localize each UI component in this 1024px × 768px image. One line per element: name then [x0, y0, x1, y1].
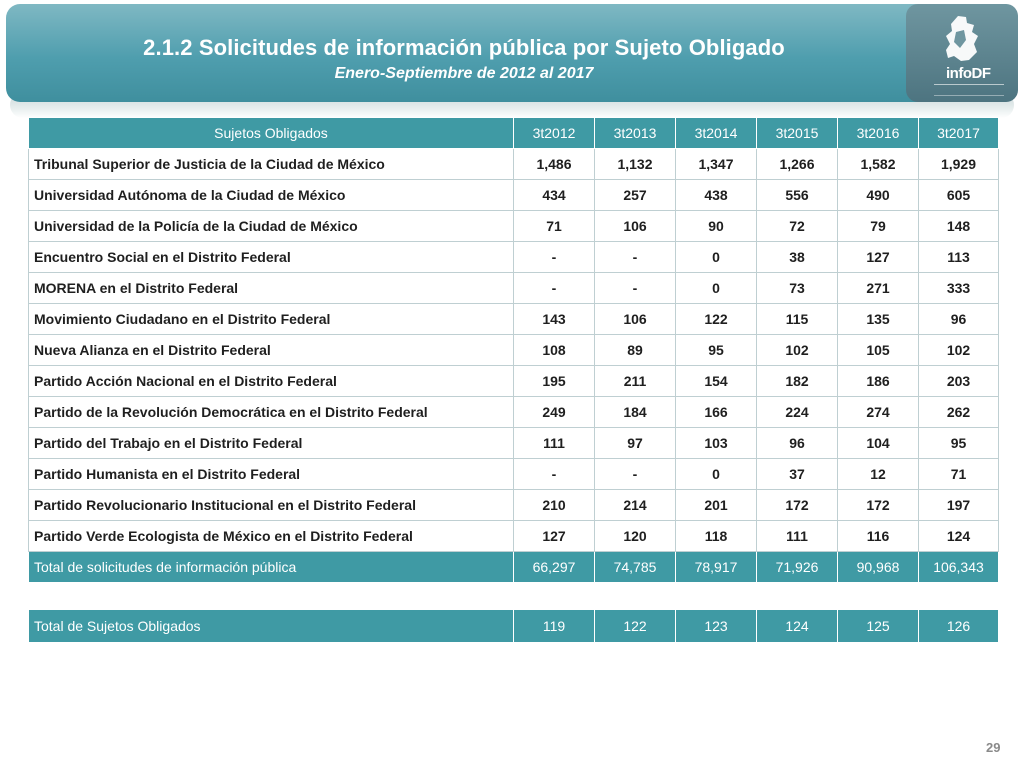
row-value: 154	[676, 366, 757, 397]
total-obligados-value: 126	[919, 610, 999, 643]
row-value: 104	[838, 428, 919, 459]
row-value: 127	[838, 242, 919, 273]
row-name: Partido de la Revolución Democrática en el Distrito Federal	[29, 397, 514, 428]
row-value: 203	[919, 366, 999, 397]
col-header-3t2017: 3t2017	[919, 118, 999, 149]
col-header-3t2013: 3t2013	[595, 118, 676, 149]
row-value: 1,486	[514, 149, 595, 180]
row-value: 113	[919, 242, 999, 273]
row-value: -	[514, 242, 595, 273]
table-header-row	[29, 118, 999, 149]
row-value: 102	[757, 335, 838, 366]
row-value: 605	[919, 180, 999, 211]
table-row	[29, 428, 999, 459]
row-name: Tribunal Superior de Justicia de la Ciudad de México	[29, 149, 514, 180]
logo-caption-lines	[934, 84, 1004, 96]
row-value: 127	[514, 521, 595, 552]
row-value: 105	[838, 335, 919, 366]
row-value: 172	[838, 490, 919, 521]
row-value: 1,132	[595, 149, 676, 180]
row-name: Encuentro Social en el Distrito Federal	[29, 242, 514, 273]
total-obligados-value: 119	[514, 610, 595, 643]
table-row	[29, 149, 999, 180]
total-requests-value: 66,297	[514, 552, 595, 583]
row-value: 1,929	[919, 149, 999, 180]
row-value: 116	[838, 521, 919, 552]
row-value: 0	[676, 242, 757, 273]
table-row	[29, 180, 999, 211]
table-row	[29, 242, 999, 273]
row-value: 124	[919, 521, 999, 552]
row-value: -	[514, 459, 595, 490]
col-header-3t2012: 3t2012	[514, 118, 595, 149]
row-value: 490	[838, 180, 919, 211]
row-value: 102	[919, 335, 999, 366]
row-value: 148	[919, 211, 999, 242]
row-value: 274	[838, 397, 919, 428]
row-value: 249	[514, 397, 595, 428]
row-value: 271	[838, 273, 919, 304]
col-header-3t2014: 3t2014	[676, 118, 757, 149]
row-value: 97	[595, 428, 676, 459]
row-value: 556	[757, 180, 838, 211]
table-row	[29, 211, 999, 242]
total-obligados-table	[28, 609, 999, 643]
total-obligados-value: 124	[757, 610, 838, 643]
row-value: 135	[838, 304, 919, 335]
table-row	[29, 273, 999, 304]
header-banner	[6, 4, 1018, 102]
total-requests-value: 90,968	[838, 552, 919, 583]
table-row	[29, 397, 999, 428]
row-name: Nueva Alianza en el Distrito Federal	[29, 335, 514, 366]
row-value: -	[514, 273, 595, 304]
row-value: 0	[676, 459, 757, 490]
row-value: 106	[595, 304, 676, 335]
row-value: 108	[514, 335, 595, 366]
col-header-3t2016: 3t2016	[838, 118, 919, 149]
row-value: 115	[757, 304, 838, 335]
table-row	[29, 521, 999, 552]
row-value: 103	[676, 428, 757, 459]
row-value: 90	[676, 211, 757, 242]
row-value: 37	[757, 459, 838, 490]
requests-table	[28, 117, 999, 583]
row-value: 122	[676, 304, 757, 335]
row-value: 434	[514, 180, 595, 211]
row-name: Partido Humanista en el Distrito Federal	[29, 459, 514, 490]
row-name: Universidad Autónoma de la Ciudad de México	[29, 180, 514, 211]
logo-text: infoDF	[946, 65, 991, 82]
row-value: 12	[838, 459, 919, 490]
row-value: -	[595, 459, 676, 490]
row-value: 186	[838, 366, 919, 397]
total-requests-value: 74,785	[595, 552, 676, 583]
col-header-3t2015: 3t2015	[757, 118, 838, 149]
row-name: Movimiento Ciudadano en el Distrito Federal	[29, 304, 514, 335]
row-name: Partido Verde Ecologista de México en el Distrito Federal	[29, 521, 514, 552]
page-number: 29	[986, 740, 1001, 755]
row-value: 211	[595, 366, 676, 397]
row-name: Partido Revolucionario Institucional en el Distrito Federal	[29, 490, 514, 521]
city-map-icon	[936, 14, 988, 64]
row-value: 120	[595, 521, 676, 552]
row-value: 224	[757, 397, 838, 428]
row-value: -	[595, 273, 676, 304]
row-value: 111	[757, 521, 838, 552]
row-value: 79	[838, 211, 919, 242]
row-value: 262	[919, 397, 999, 428]
row-value: 96	[919, 304, 999, 335]
row-value: 143	[514, 304, 595, 335]
row-value: 38	[757, 242, 838, 273]
row-value: 184	[595, 397, 676, 428]
row-value: 172	[757, 490, 838, 521]
row-value: 118	[676, 521, 757, 552]
total-requests-value: 106,343	[919, 552, 999, 583]
row-value: 111	[514, 428, 595, 459]
row-value: 89	[595, 335, 676, 366]
row-value: 73	[757, 273, 838, 304]
row-value: 210	[514, 490, 595, 521]
table-row	[29, 490, 999, 521]
row-value: 201	[676, 490, 757, 521]
row-value: 257	[595, 180, 676, 211]
row-name: Universidad de la Policía de la Ciudad de México	[29, 211, 514, 242]
row-value: 1,582	[838, 149, 919, 180]
row-value: 333	[919, 273, 999, 304]
total-obligados-value: 125	[838, 610, 919, 643]
row-value: 71	[919, 459, 999, 490]
total-requests-label: Total de solicitudes de información pública	[29, 552, 514, 583]
row-value: 214	[595, 490, 676, 521]
row-name: Partido del Trabajo en el Distrito Federal	[29, 428, 514, 459]
total-requests-value: 78,917	[676, 552, 757, 583]
table-row	[29, 335, 999, 366]
table-row	[29, 304, 999, 335]
infodf-logo	[906, 4, 1018, 102]
row-value: 71	[514, 211, 595, 242]
row-name: MORENA en el Distrito Federal	[29, 273, 514, 304]
page-subtitle: Enero-Septiembre de 2012 al 2017	[334, 65, 594, 82]
table-row	[29, 459, 999, 490]
total-requests-value: 71,926	[757, 552, 838, 583]
row-value: 95	[676, 335, 757, 366]
row-value: 195	[514, 366, 595, 397]
row-value: 96	[757, 428, 838, 459]
total-obligados-row	[29, 610, 999, 643]
total-obligados-value: 122	[595, 610, 676, 643]
row-name: Partido Acción Nacional en el Distrito Federal	[29, 366, 514, 397]
total-obligados-label: Total de Sujetos Obligados	[29, 610, 514, 643]
row-value: -	[595, 242, 676, 273]
row-value: 95	[919, 428, 999, 459]
col-header-sujetos: Sujetos Obligados	[29, 118, 514, 149]
row-value: 1,347	[676, 149, 757, 180]
row-value: 1,266	[757, 149, 838, 180]
row-value: 182	[757, 366, 838, 397]
page-title: 2.1.2 Solicitudes de información pública por Sujeto Obligado	[143, 35, 785, 60]
row-value: 72	[757, 211, 838, 242]
total-obligados-value: 123	[676, 610, 757, 643]
row-value: 197	[919, 490, 999, 521]
row-value: 0	[676, 273, 757, 304]
row-value: 106	[595, 211, 676, 242]
row-value: 166	[676, 397, 757, 428]
row-value: 438	[676, 180, 757, 211]
total-requests-row	[29, 552, 999, 583]
table-row	[29, 366, 999, 397]
